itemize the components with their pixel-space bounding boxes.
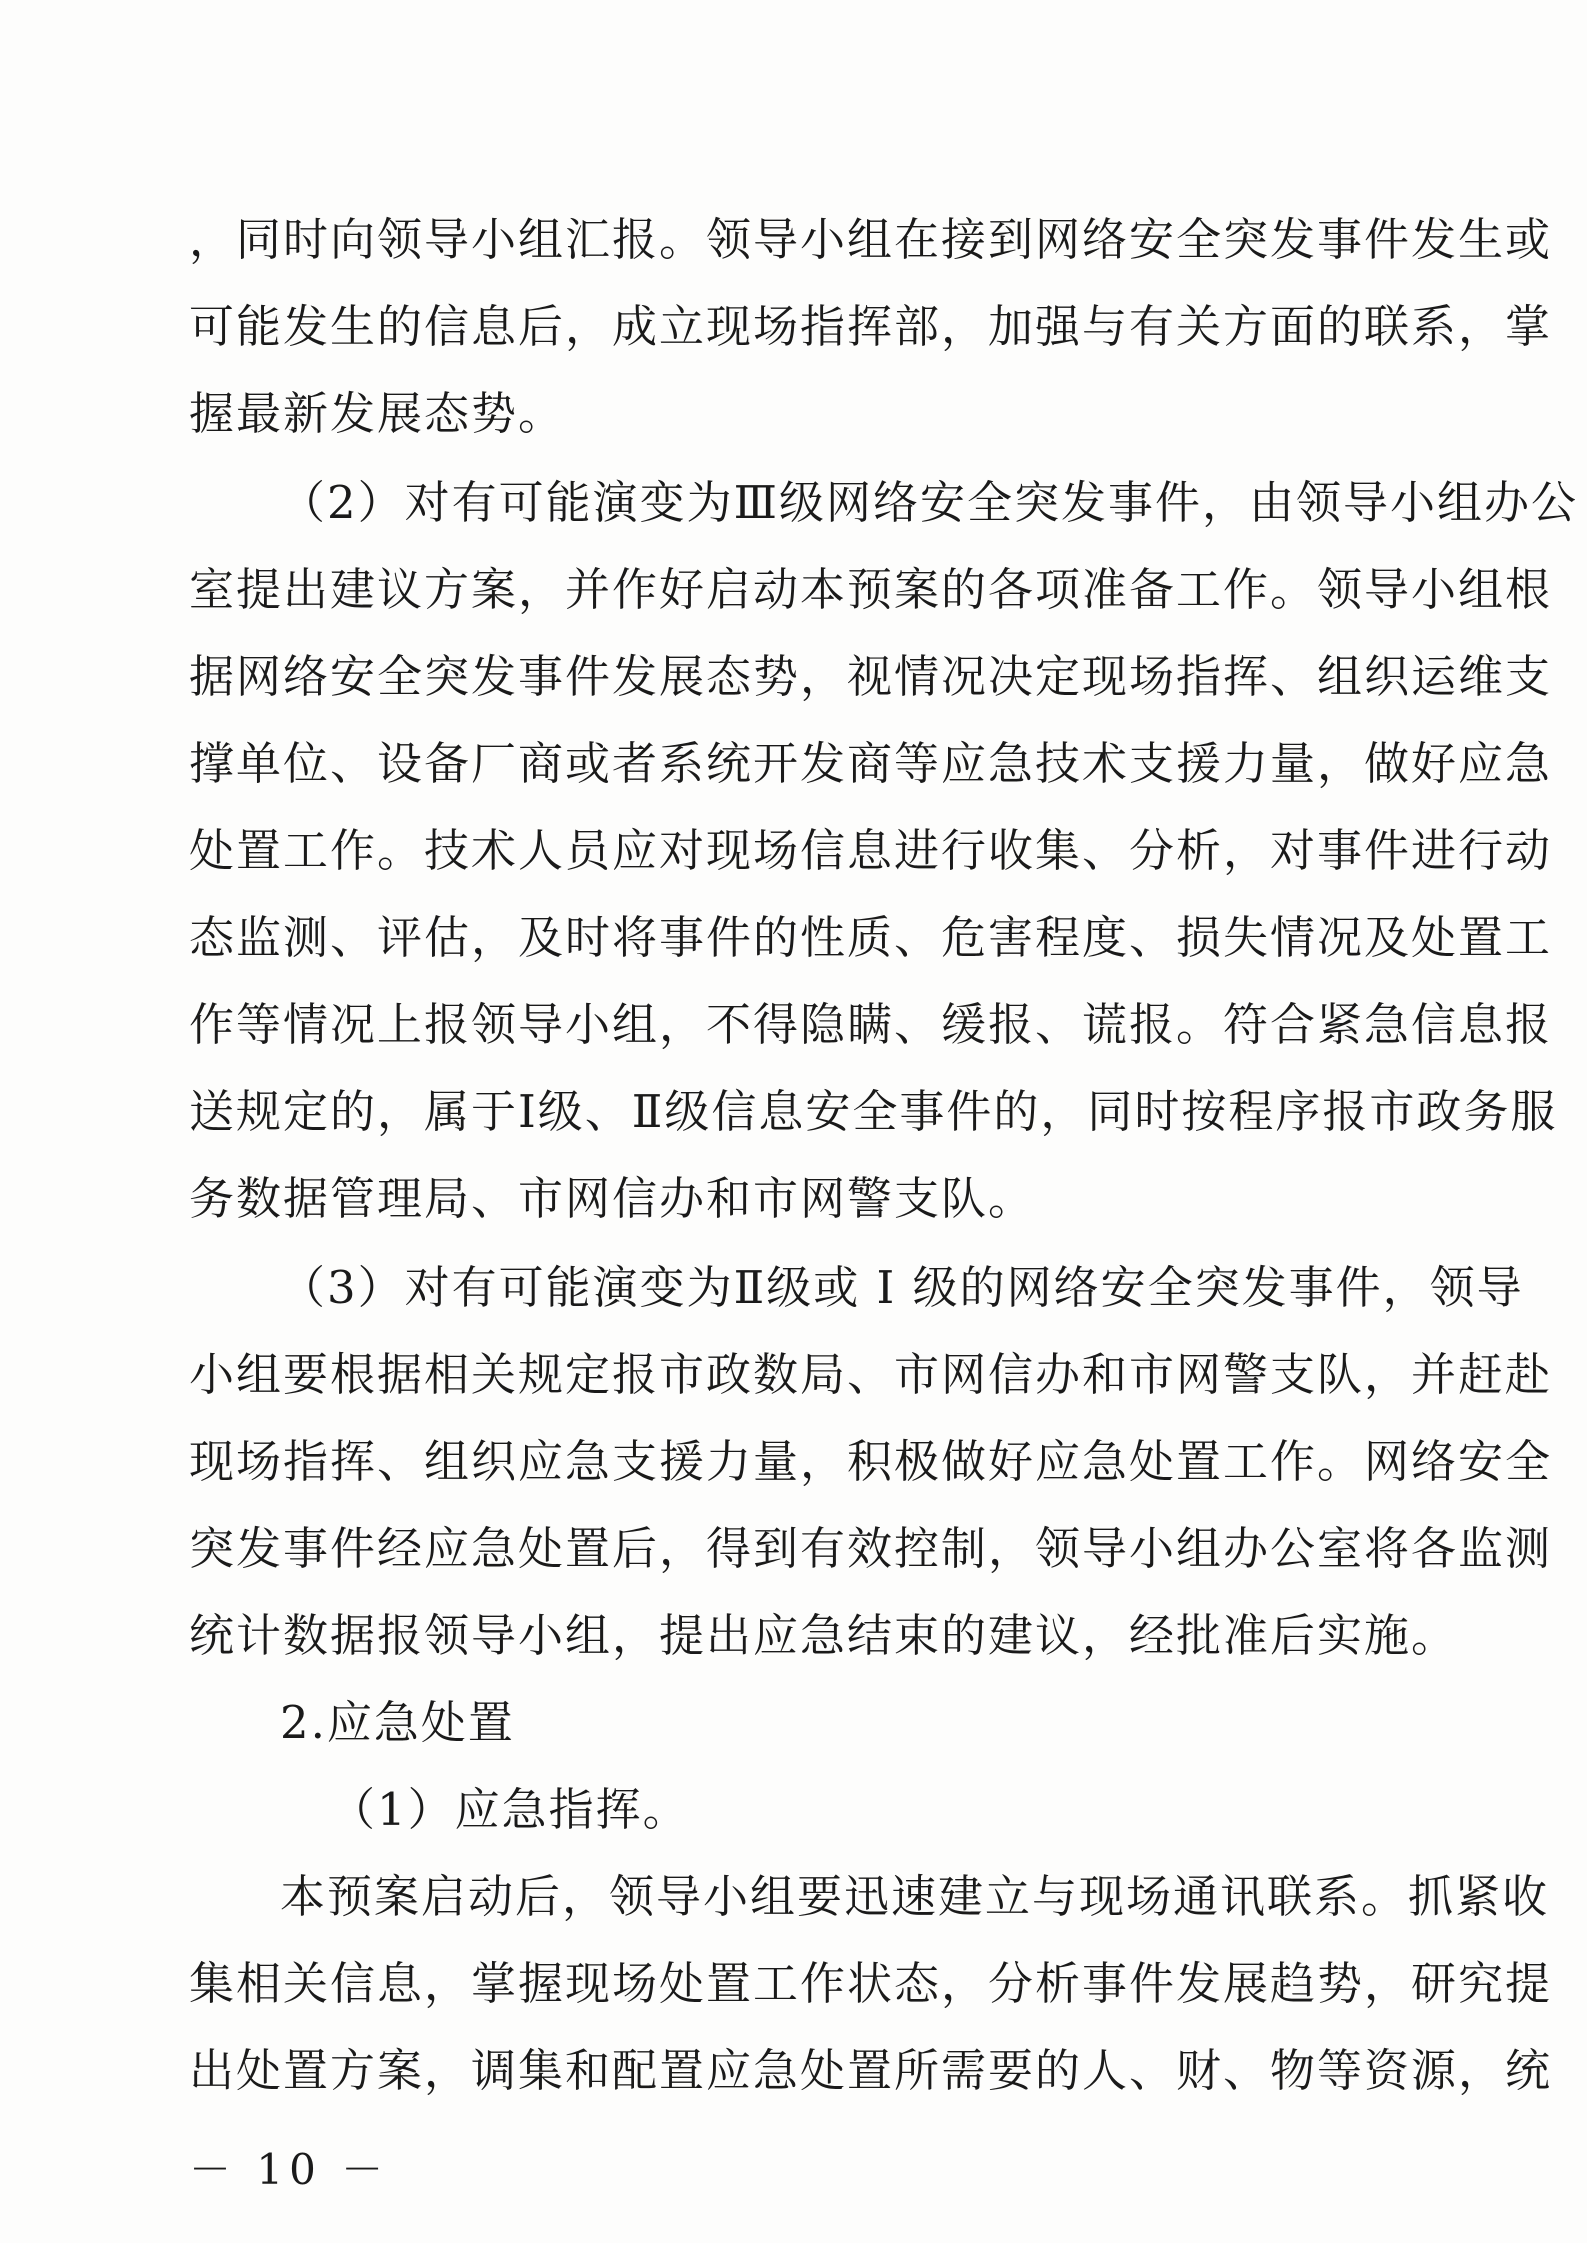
text-line-8: 处置工作。技术人员应对现场信息进行收集、分析，对事件进行动	[189, 824, 1553, 877]
text-line-12: 务数据管理局、市网信办和市网警支队。	[189, 1172, 1036, 1225]
text-line-6: 据网络安全突发事件发展态势，视情况决定现场指挥、组织运维支	[189, 650, 1553, 703]
text-line-5: 室提出建议方案，并作好启动本预案的各项准备工作。领导小组根	[189, 563, 1553, 616]
text-line-13: （3）对有可能演变为Ⅱ级或 Ⅰ 级的网络安全突发事件，领导	[280, 1261, 1524, 1314]
text-line-4: （2）对有可能演变为Ⅲ级网络安全突发事件，由领导小组办公	[280, 476, 1579, 529]
text-line-17: 统计数据报领导小组，提出应急结束的建议，经批准后实施。	[189, 1609, 1459, 1662]
text-line-2: 可能发生的信息后，成立现场指挥部，加强与有关方面的联系，掌	[189, 300, 1553, 353]
page-number: － 10 －	[189, 2145, 390, 2194]
text-line-22: 出处置方案，调集和配置应急处置所需要的人、财、物等资源，统	[189, 2044, 1553, 2097]
text-line-9: 态监测、评估，及时将事件的性质、危害程度、损失情况及处置工	[189, 911, 1553, 964]
text-line-14: 小组要根据相关规定报市政数局、市网信办和市网警支队，并赶赴	[189, 1348, 1553, 1401]
text-line-15: 现场指挥、组织应急支援力量，积极做好应急处置工作。网络安全	[189, 1435, 1553, 1488]
text-line-21: 集相关信息，掌握现场处置工作状态，分析事件发展趋势，研究提	[189, 1957, 1553, 2010]
text-line-10: 作等情况上报领导小组，不得隐瞒、缓报、谎报。符合紧急信息报	[189, 998, 1553, 1051]
text-line-7: 撑单位、设备厂商或者系统开发商等应急技术支援力量，做好应急	[189, 737, 1553, 790]
text-line-11: 送规定的，属于Ⅰ级、Ⅱ级信息安全事件的，同时按程序报市政务服	[189, 1085, 1558, 1138]
section-heading: 2.应急处置	[280, 1696, 515, 1749]
text-line-3: 握最新发展态势。	[189, 387, 566, 440]
text-line-16: 突发事件经应急处置后，得到有效控制，领导小组办公室将各监测	[189, 1522, 1553, 1575]
subsection-heading: （1）应急指挥。	[330, 1783, 690, 1836]
text-line-1: ，同时向领导小组汇报。领导小组在接到网络安全突发事件发生或	[189, 213, 1553, 266]
text-line-20: 本预案启动后，领导小组要迅速建立与现场通讯联系。抓紧收	[280, 1870, 1550, 1923]
